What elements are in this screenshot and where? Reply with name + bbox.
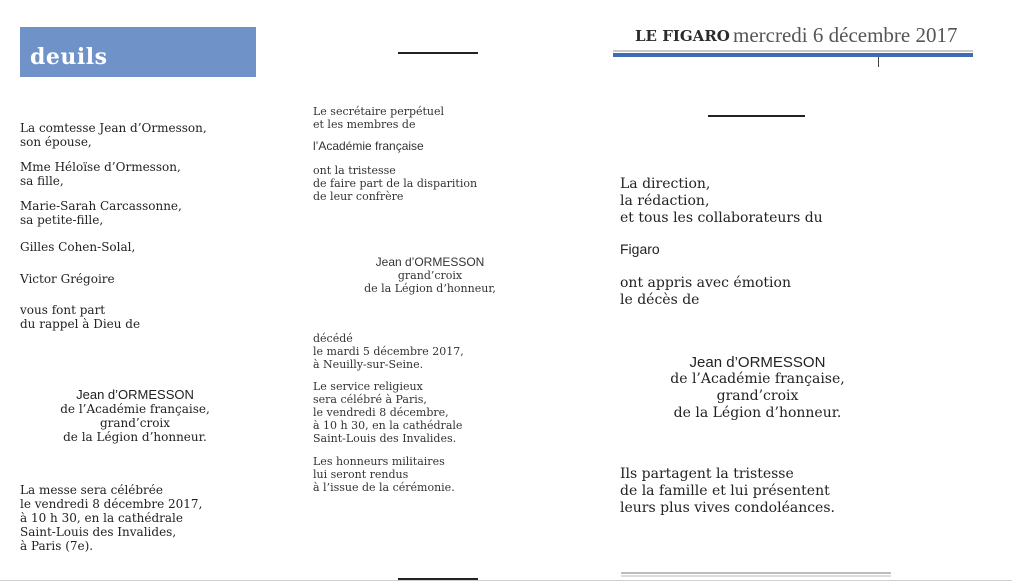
intro-line: la rédaction, (620, 193, 710, 209)
newspaper-name: Figaro (620, 241, 660, 257)
family-line: Mme Héloïse d’Ormesson, (20, 160, 181, 174)
family-line: sa fille, (20, 174, 64, 188)
deceased-title: de la Légion d’honneur, (364, 282, 496, 295)
column2-top-rule (398, 52, 478, 54)
service-line: à 10 h 30, en la cathédrale (313, 419, 463, 432)
family-line: son épouse, (20, 135, 92, 149)
death-line: décédé (313, 332, 353, 345)
deceased-title: de l’Académie française, (670, 371, 845, 387)
column-academie-notice (313, 105, 553, 203)
sadness-line: de leur confrère (313, 190, 404, 203)
header-rule-grey (613, 50, 973, 52)
deceased-title: grand’croix (397, 269, 463, 282)
family-line: Victor Grégoire (20, 272, 115, 286)
honours-line: Les honneurs militaires (313, 455, 445, 468)
family-line: La comtesse Jean d’Ormesson, (20, 121, 207, 135)
mass-line: La messe sera célébrée (20, 483, 163, 497)
family-block-3 (20, 199, 280, 227)
service-line: Le service religieux (313, 380, 423, 393)
deceased-title: grand’croix (716, 388, 799, 404)
service-block (313, 380, 553, 445)
sadness-line: de faire part de la disparition (313, 177, 478, 190)
brand-name: LE FIGARO (635, 27, 730, 45)
deceased-block-col3 (630, 354, 885, 422)
intro-line: Le secrétaire perpétuel (313, 105, 445, 118)
footer-rule (621, 572, 891, 574)
learned-block (620, 275, 950, 309)
deceased-name: Jean d’ORMESSON (689, 354, 826, 371)
service-line: Saint-Louis des Invalides. (313, 432, 457, 445)
deceased-title: de la Légion d’honneur. (673, 405, 842, 421)
family-line: Marie-Sarah Carcassonne, (20, 199, 182, 213)
announce-line: vous font part (20, 303, 106, 317)
deceased-name: Jean d’ORMESSON (375, 255, 485, 269)
family-line: Gilles Cohen-Solal, (20, 240, 136, 254)
mass-line: Saint-Louis des Invalides, (20, 525, 177, 539)
header-rule-blue (613, 53, 973, 57)
intro-line: et tous les collaborateurs du (620, 210, 823, 226)
sadness-line: ont la tristesse (313, 164, 396, 177)
honours-line: lui seront rendus (313, 468, 409, 481)
announce-line: du rappel à Dieu de (20, 317, 141, 331)
intro-line: La direction, (620, 176, 711, 192)
announce-block (20, 303, 280, 331)
learned-line: le décès de (620, 292, 700, 308)
mass-line: à 10 h 30, en la cathédrale (20, 511, 183, 525)
family-line: sa petite-fille, (20, 213, 104, 227)
column3-top-rule (708, 115, 805, 117)
deceased-title: de l’Académie française, (60, 402, 210, 416)
condolences-line: Ils partagent la tristesse (620, 466, 794, 482)
deceased-title: de la Légion d’honneur. (63, 430, 207, 444)
death-line: à Neuilly-sur-Seine. (313, 358, 424, 371)
page-bottom-edge (0, 580, 1012, 581)
mass-block (20, 483, 280, 553)
deceased-title: grand’croix (99, 416, 171, 430)
honours-line: à l’issue de la cérémonie. (313, 481, 455, 494)
condolences-block (620, 466, 950, 517)
deceased-block-col1 (30, 388, 240, 444)
honours-block (313, 455, 553, 494)
mass-line: le vendredi 8 décembre 2017, (20, 497, 203, 511)
condolences-line: leurs plus vives condoléances. (620, 500, 835, 516)
family-block-1 (20, 121, 280, 149)
column-family-notice (20, 121, 280, 331)
learned-line: ont appris avec émotion (620, 275, 791, 291)
section-title: deuils (30, 44, 108, 70)
service-line: sera célébré à Paris, (313, 393, 427, 406)
condolences-line: de la famille et lui présentent (620, 483, 830, 499)
mass-line: à Paris (7e). (20, 539, 94, 553)
sadness-block (313, 164, 553, 203)
deceased-name: Jean d’ORMESSON (76, 387, 194, 402)
column-figaro-notice (620, 176, 950, 309)
family-block-2 (20, 160, 280, 188)
issue-date: mercredi 6 décembre 2017 (733, 23, 958, 47)
header-tick (878, 57, 879, 67)
family-block-5 (20, 272, 280, 286)
death-block (313, 332, 553, 494)
institution-name: l’Académie française (313, 139, 424, 153)
deceased-block-col2 (330, 256, 530, 295)
footer-rule-light (621, 575, 891, 577)
family-block-4 (20, 240, 280, 254)
service-line: le vendredi 8 décembre, (313, 406, 449, 419)
intro-line: et les membres de (313, 118, 416, 131)
death-line: le mardi 5 décembre 2017, (313, 345, 464, 358)
